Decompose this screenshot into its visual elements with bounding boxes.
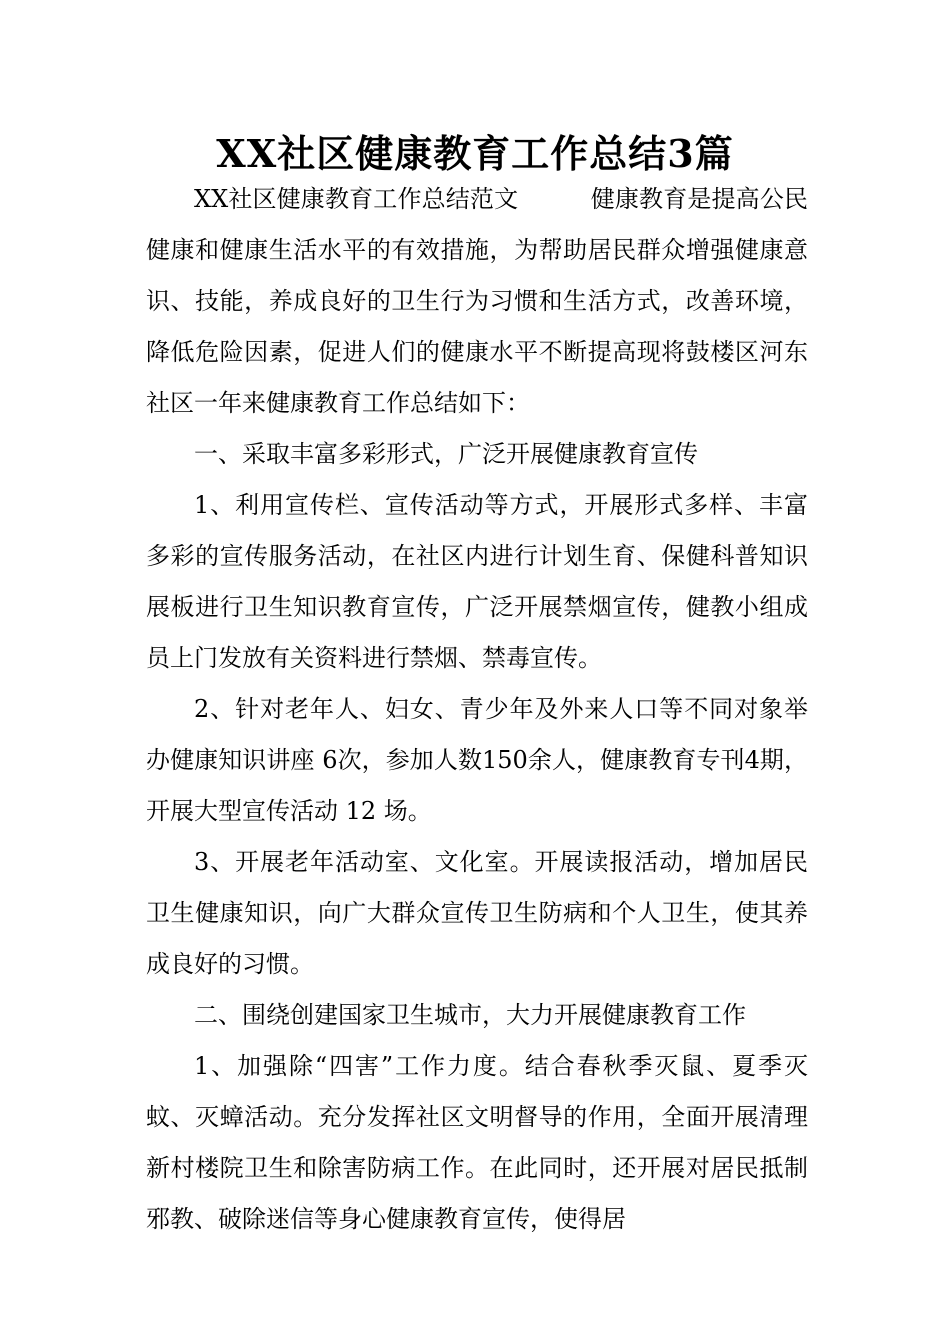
paragraph-1-3: 3、开展老年活动室、文化室。开展读报活动，增加居民卫生健康知识，向广大群众宣传卫生防病和个人卫生，使其养成良好的习惯。 [146, 848, 808, 978]
intro-paragraph: XX社区健康教育工作总结范文 健康教育是提高公民健康和健康生活水平的有效措施，为帮助居民群众增强健康意识、技能，养成良好的卫生行为习惯和生活方式，改善环境，降低危险因素，促进人们的健康水平不断提高现将鼓楼区河东社区一年来健康教育工作总结如下： [146, 185, 808, 417]
document-title: XX社区健康教育工作总结3篇 [216, 131, 734, 176]
paragraph-1-1: 1、利用宣传栏、宣传活动等方式，开展形式多样、丰富多彩的宣传服务活动，在社区内进行计划生育、保健科普知识展板进行卫生知识教育宣传，广泛开展禁烟宣传，健教小组成员上门发放有关资料进行禁烟、禁毒宣传。 [146, 491, 808, 672]
paragraph-1-2: 2、针对老年人、妇女、青少年及外来人口等不同对象举办健康知识讲座 6次，参加人数150余人，健康教育专刊4期，开展大型宣传活动 12 场。 [146, 695, 808, 825]
paragraph-2-1: 1、加强除“四害”工作力度。结合春秋季灭鼠、夏季灭蚊、灭蟑活动。充分发挥社区文明督导的作用，全面开展清理新村楼院卫生和除害防病工作。在此同时，还开展对居民抵制邪教、破除迷信等身心健康教育宣传，使得居 [146, 1052, 808, 1233]
section-heading-1: 一、采取丰富多彩形式，广泛开展健康教育宣传 [194, 440, 698, 468]
section-heading-2: 二、围绕创建国家卫生城市，大力开展健康教育工作 [194, 1001, 746, 1029]
document-body [146, 174, 808, 1245]
